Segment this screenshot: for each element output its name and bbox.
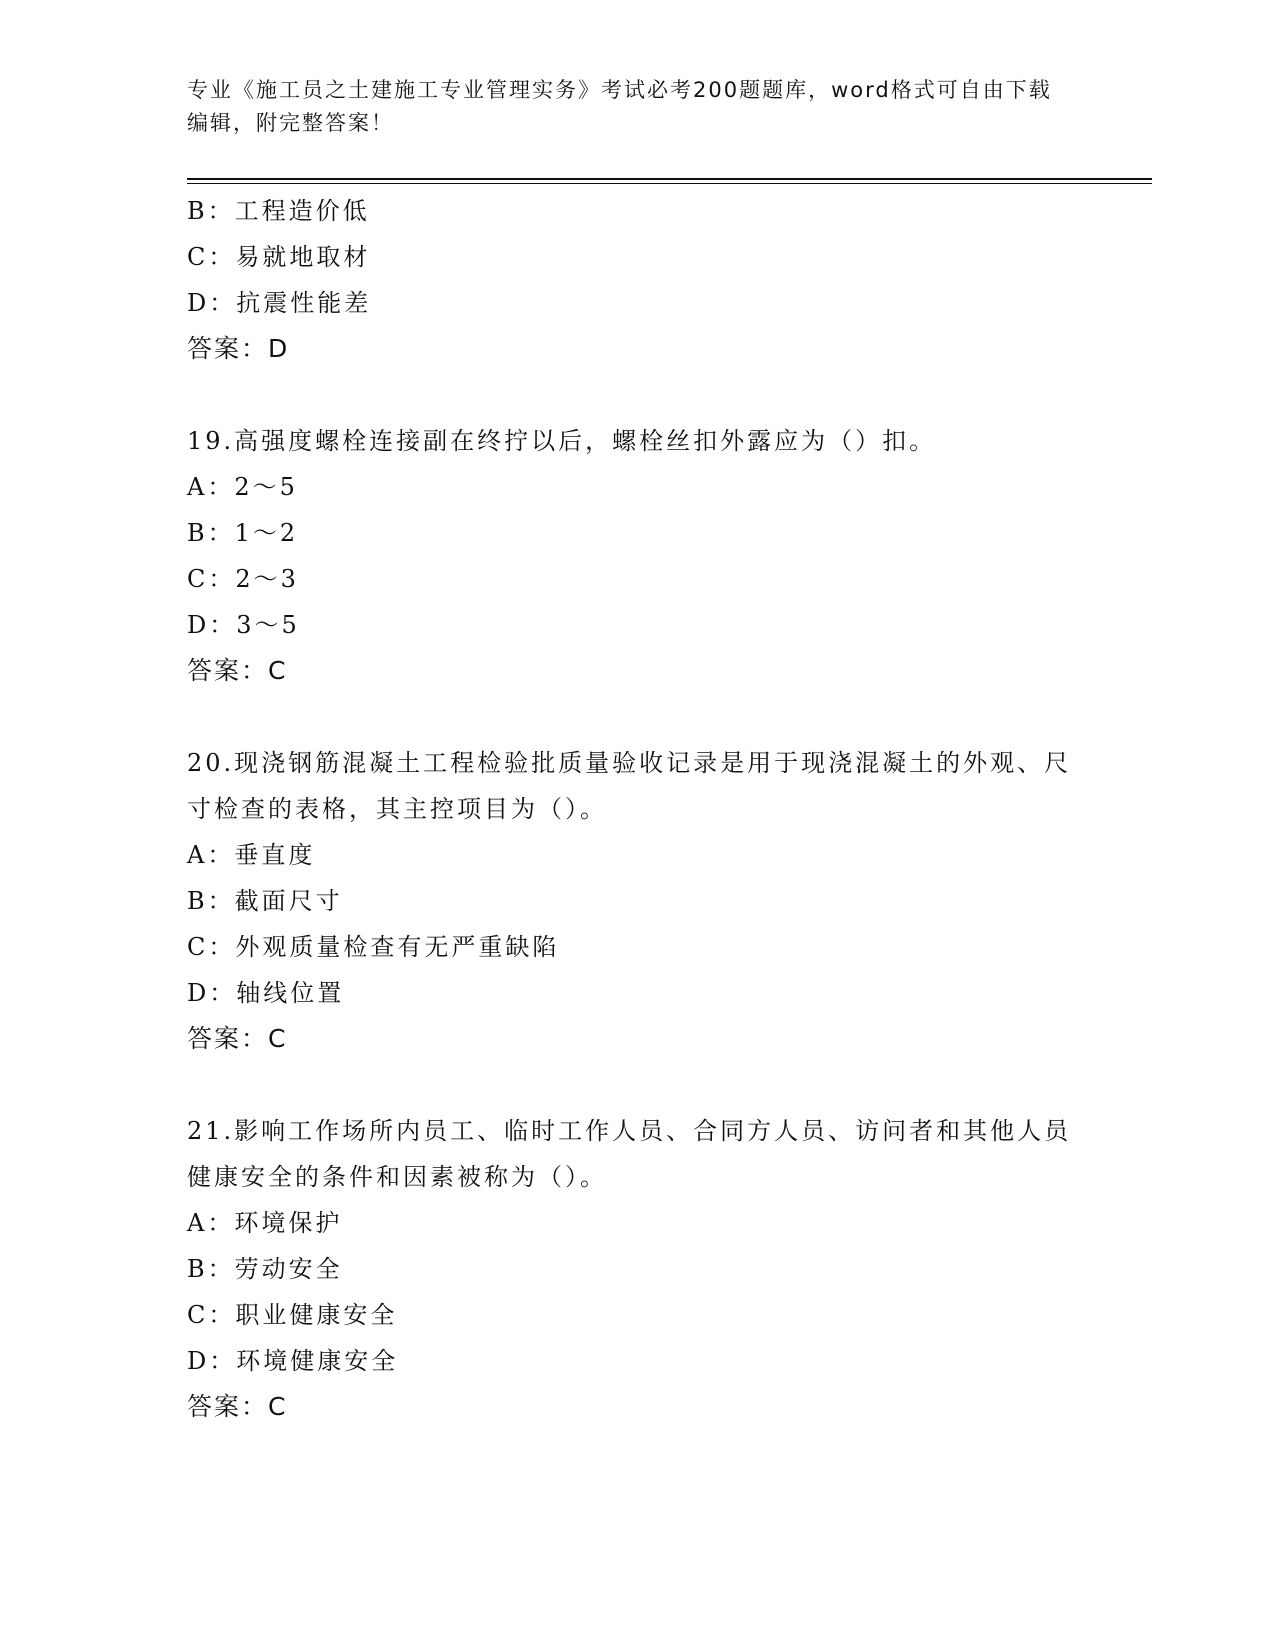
- option-b: B：工程造价低: [187, 197, 370, 225]
- option-d: D：轴线位置: [187, 979, 345, 1007]
- option-b: B：1～2: [187, 519, 299, 547]
- option-c: C：易就地取材: [187, 243, 371, 271]
- option-d: D：3～5: [187, 611, 300, 639]
- question-list: [187, 188, 1087, 1430]
- option-d: D：环境健康安全: [187, 1347, 399, 1375]
- option-b: B：劳动安全: [187, 1255, 343, 1283]
- option-d: D：抗震性能差: [187, 289, 372, 317]
- question-20: [187, 740, 1087, 1062]
- answer: 答案：C: [187, 1392, 288, 1421]
- answer: 答案：D: [187, 334, 290, 363]
- question-21: [187, 1108, 1087, 1430]
- option-c: C：外观质量检查有无严重缺陷: [187, 933, 560, 961]
- option-a: A：环境保护: [187, 1209, 343, 1237]
- question-text: 19.高强度螺栓连接副在终拧以后，螺栓丝扣外露应为（）扣。: [187, 427, 937, 455]
- question-19: [187, 418, 1087, 694]
- option-c: C：职业健康安全: [187, 1301, 398, 1329]
- option-b: B：截面尺寸: [187, 887, 343, 915]
- option-a: A：2～5: [187, 473, 298, 501]
- question-text: 21.影响工作场所内员工、临时工作人员、合同方人员、访问者和其他人员健康安全的条件和因素被称为（）。: [187, 1117, 1072, 1191]
- header-divider-thin: [187, 183, 1152, 184]
- answer: 答案：C: [187, 1024, 288, 1053]
- document-header: 专业《施工员之土建施工专业管理实务》考试必考200题题库，word格式可自由下载编辑，附完整答案！: [187, 78, 1052, 135]
- option-a: A：垂直度: [187, 841, 316, 869]
- question-text: 20.现浇钢筋混凝土工程检验批质量验收记录是用于现浇混凝土的外观、尺寸检查的表格，其主控项目为（）。: [187, 749, 1072, 823]
- continued-question: [187, 188, 1087, 372]
- answer: 答案：C: [187, 656, 288, 685]
- option-c: C：2～3: [187, 565, 299, 593]
- header-divider-thick: [187, 178, 1152, 180]
